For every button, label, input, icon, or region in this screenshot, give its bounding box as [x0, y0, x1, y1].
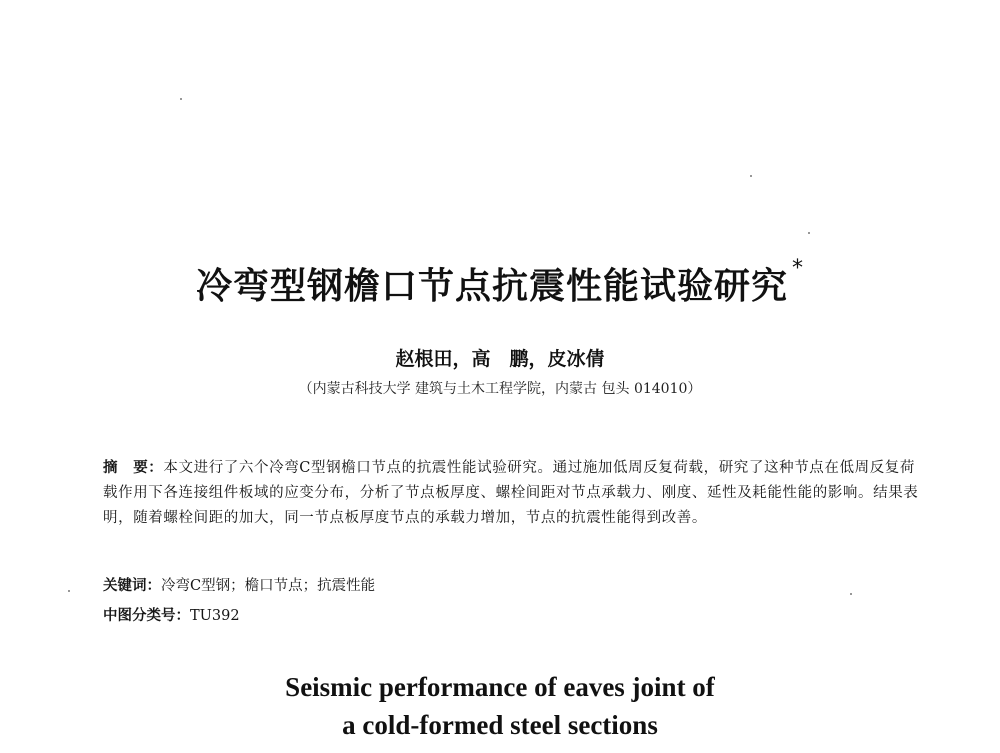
title-en-line-1: Seismic performance of eaves joint of	[285, 672, 715, 702]
title-en-line-2: a cold-formed steel sections	[342, 710, 658, 740]
scan-speck	[68, 590, 70, 592]
classification-label: 中图分类号：	[103, 608, 190, 624]
title-text: 冷弯型钢檐口节点抗震性能试验研究	[195, 266, 788, 307]
abstract-paragraph	[103, 456, 923, 531]
paper-title-en	[0, 668, 1000, 744]
abstract-text: 本文进行了六个冷弯C型钢檐口节点的抗震性能试验研究。通过施加低周反复荷载，研究了这种节点在低周反复荷载作用下各连接组件板域的应变分布，分析了节点板厚度、螺栓间距对节点承载力、刚度、延性及耗能性能的影响。结果表明，随着螺栓间距的加大，同一节点板厚度节点的承载力增加，节点的抗震性能得到改善。	[103, 460, 919, 526]
keywords-line	[103, 574, 375, 595]
scan-speck	[850, 593, 852, 595]
classification-code: TU392	[190, 608, 240, 624]
scan-speck	[808, 232, 810, 234]
scan-speck	[750, 175, 752, 177]
keywords-label: 关键词：	[103, 578, 161, 594]
scan-speck	[180, 98, 182, 100]
author-list: 赵根田，高 鹏，皮冰倩	[395, 348, 605, 370]
keywords-text: 冷弯C型钢；檐口节点；抗震性能	[161, 578, 376, 594]
classification-line	[103, 604, 240, 625]
paper-title-cn	[0, 258, 1000, 309]
title-footnote-mark: *	[792, 256, 804, 281]
abstract-label: 摘 要：	[103, 460, 164, 476]
affiliation: （内蒙古科技大学 建筑与土木工程学院，内蒙古 包头 014010）	[298, 381, 702, 397]
